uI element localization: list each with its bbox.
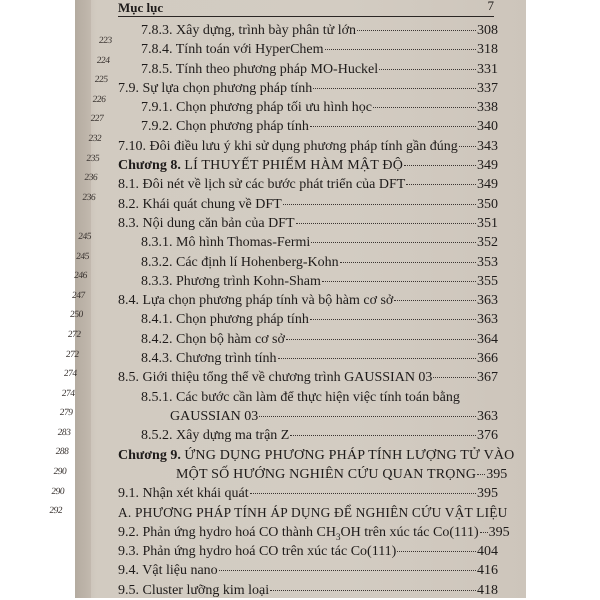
toc-entry[interactable]: 8.3. Nội dung căn bản của DFT 351 xyxy=(118,214,498,233)
running-header xyxy=(118,0,494,17)
toc-chapter-8[interactable]: Chương 8. LÍ THUYẾT PHIẾM HÀM MẬT ĐỘ 349 xyxy=(118,156,498,175)
margin-number: 292 xyxy=(48,506,63,517)
margin-number: 274 xyxy=(61,388,76,399)
toc-entry[interactable]: 8.4.3. Chương trình tính 366 xyxy=(118,349,498,368)
dot-leader xyxy=(325,48,476,50)
toc-entry[interactable]: 9.4. Vật liệu nano 416 xyxy=(118,561,498,580)
margin-number: 224 xyxy=(96,55,111,66)
toc-entry[interactable]: 7.8.3. Xây dựng, trình bày phân tử lớn 308 xyxy=(118,21,498,40)
dot-leader xyxy=(259,415,476,417)
toc-page: 350 xyxy=(477,196,498,212)
toc-page: 352 xyxy=(477,235,498,251)
toc-entry[interactable]: 8.5.2. Xây dựng ma trận Z 376 xyxy=(118,426,498,445)
toc-page: 331 xyxy=(477,61,498,77)
toc-section-heading[interactable]: A. PHƯƠNG PHÁP TÍNH ÁP DỤNG ĐỂ NGHIÊN CỨU VẬT LIỆU xyxy=(118,505,508,521)
dot-leader xyxy=(373,106,476,108)
margin-number xyxy=(79,208,99,228)
toc-entry[interactable]: 7.9.2. Chọn phương pháp tính 340 xyxy=(118,117,498,136)
dot-leader xyxy=(480,531,488,533)
dot-leader xyxy=(286,338,476,340)
dot-leader xyxy=(278,357,476,359)
toc-entry[interactable]: 8.5.1. Các bước cần làm để thực hiện việc tính toán bằng xyxy=(141,389,460,405)
table-of-contents xyxy=(118,21,515,600)
chapter-prefix: Chương 9. xyxy=(118,447,181,463)
margin-number: 227 xyxy=(90,114,104,125)
margin-number: 232 xyxy=(87,133,102,144)
toc-chapter-9[interactable]: Chương 9. ỨNG DỤNG PHƯƠNG PHÁP TÍNH LƯỢNG TỬ VÀO xyxy=(118,447,515,463)
dot-leader xyxy=(219,569,476,571)
toc-page: 340 xyxy=(477,119,498,135)
dot-leader xyxy=(404,164,476,166)
margin-number: 225 xyxy=(94,75,108,86)
toc-page: 364 xyxy=(477,331,498,347)
dot-leader xyxy=(290,434,476,436)
margin-number: 245 xyxy=(75,251,90,262)
header-page-number: 7 xyxy=(487,0,494,13)
toc-page: 395 xyxy=(477,486,498,502)
dot-leader xyxy=(250,492,476,494)
toc-entry-continuation[interactable]: MỘT SỐ HƯỚNG NGHIÊN CỨU QUAN TRỌNG 395 xyxy=(118,465,498,484)
toc-page: 367 xyxy=(477,370,498,386)
margin-number: 223 xyxy=(98,36,113,46)
toc-page: 353 xyxy=(477,254,498,270)
margin-number: 290 xyxy=(50,486,65,497)
dot-leader xyxy=(311,241,476,243)
margin-number: 245 xyxy=(77,231,92,242)
toc-entry[interactable]: 9.1. Nhận xét khái quát 395 xyxy=(118,484,498,503)
dot-leader xyxy=(283,203,476,205)
toc-page: 349 xyxy=(477,158,498,174)
toc-entry[interactable]: 8.3.1. Mô hình Thomas-Fermi 352 xyxy=(118,233,498,252)
dot-leader xyxy=(310,318,476,320)
toc-page: 395 xyxy=(488,524,510,540)
margin-number: 236 xyxy=(81,192,96,203)
margin-number: 272 xyxy=(65,349,80,360)
margin-number: 236 xyxy=(83,173,98,184)
margin-number: 290 xyxy=(52,467,67,478)
toc-entry[interactable]: 8.4. Lựa chọn phương pháp tính và bộ hàm cơ sở 363 xyxy=(118,291,498,310)
dot-leader xyxy=(296,222,476,224)
margin-number: 274 xyxy=(63,369,78,380)
toc-page: 349 xyxy=(477,177,498,193)
margin-number: 246 xyxy=(73,271,88,282)
toc-page: 404 xyxy=(477,544,498,560)
dot-leader xyxy=(397,550,476,552)
toc-page: 355 xyxy=(477,273,498,289)
toc-entry[interactable]: 8.3.2. Các định lí Hohenberg-Kohn 353 xyxy=(118,253,498,272)
toc-entry[interactable]: 8.4.1. Chọn phương pháp tính 363 xyxy=(118,310,498,329)
header-title: Mục lục xyxy=(118,0,164,15)
toc-page: 416 xyxy=(477,563,498,579)
dot-leader xyxy=(340,261,476,263)
toc-entry[interactable]: 8.2. Khái quát chung về DFT 350 xyxy=(118,195,498,214)
toc-page: 395 xyxy=(486,466,508,482)
toc-page: 363 xyxy=(477,312,498,328)
toc-page: 418 xyxy=(477,582,498,598)
toc-page: 318 xyxy=(477,42,498,58)
margin-number: 247 xyxy=(71,290,86,301)
margin-number: 250 xyxy=(69,310,84,321)
toc-entry[interactable]: 8.5. Giới thiệu tổng thể về chương trình GAUSSIAN 03 367 xyxy=(118,368,498,387)
toc-page: 366 xyxy=(477,351,498,367)
toc-page: 376 xyxy=(477,428,498,444)
toc-page: 337 xyxy=(477,80,498,96)
toc-entry[interactable]: 7.9.1. Chọn phương pháp tối ưu hình học 338 xyxy=(118,98,498,117)
toc-entry-continuation[interactable]: GAUSSIAN 03 363 xyxy=(118,407,498,426)
margin-number: 272 xyxy=(67,329,82,340)
dot-leader xyxy=(357,29,476,31)
dot-leader xyxy=(379,68,476,70)
dot-leader xyxy=(406,183,476,185)
margin-number: 279 xyxy=(59,408,73,419)
toc-page: 338 xyxy=(477,100,498,116)
margin-number: 288 xyxy=(55,447,69,458)
toc-entry[interactable]: 9.2. Phản ứng hydro hoá CO thành $CH_3OH$ trên xúc tác Co(111) 395 xyxy=(118,524,510,542)
toc-entry[interactable]: 8.3.3. Phương trình Kohn-Sham 355 xyxy=(118,272,498,291)
toc-page: 363 xyxy=(477,408,498,424)
toc-entry[interactable]: 8.1. Đôi nét về lịch sử các bước phát triển của DFT 349 xyxy=(118,175,498,194)
toc-entry[interactable]: 7.10. Đôi điều lưu ý khi sử dụng phương pháp tính gần đúng 343 xyxy=(118,137,498,156)
margin-number: 226 xyxy=(92,94,106,105)
toc-entry[interactable]: 8.4.2. Chọn bộ hàm cơ sở 364 xyxy=(118,330,498,349)
chapter-prefix: Chương 8. xyxy=(118,158,181,174)
toc-page: 343 xyxy=(477,138,498,154)
dot-leader xyxy=(313,87,476,89)
dot-leader xyxy=(270,589,476,591)
toc-page: 363 xyxy=(477,293,498,309)
toc-entry[interactable]: 9.3. Phản ứng hydro hoá CO trên xúc tác Co(111) 404 xyxy=(118,542,498,561)
toc-entry[interactable]: 7.8.5. Tính theo phương pháp MO-Huckel 331 xyxy=(118,60,498,79)
dot-leader xyxy=(433,376,476,378)
dot-leader xyxy=(459,145,476,147)
margin-number: 283 xyxy=(57,427,71,438)
dot-leader xyxy=(477,473,485,475)
dot-leader xyxy=(394,299,476,301)
toc-page: 308 xyxy=(477,23,498,38)
toc-entry[interactable]: 7.8.4. Tính toán với HyperChem 318 xyxy=(118,40,498,59)
dot-leader xyxy=(322,280,476,282)
margin-number: 235 xyxy=(85,153,100,164)
dot-leader xyxy=(310,125,476,127)
toc-entry[interactable]: 9.5. Cluster lưỡng kim loại 418 xyxy=(118,581,498,600)
toc-page: 351 xyxy=(477,215,498,231)
toc-entry[interactable]: 7.9. Sự lựa chọn phương pháp tính 337 xyxy=(118,79,498,98)
